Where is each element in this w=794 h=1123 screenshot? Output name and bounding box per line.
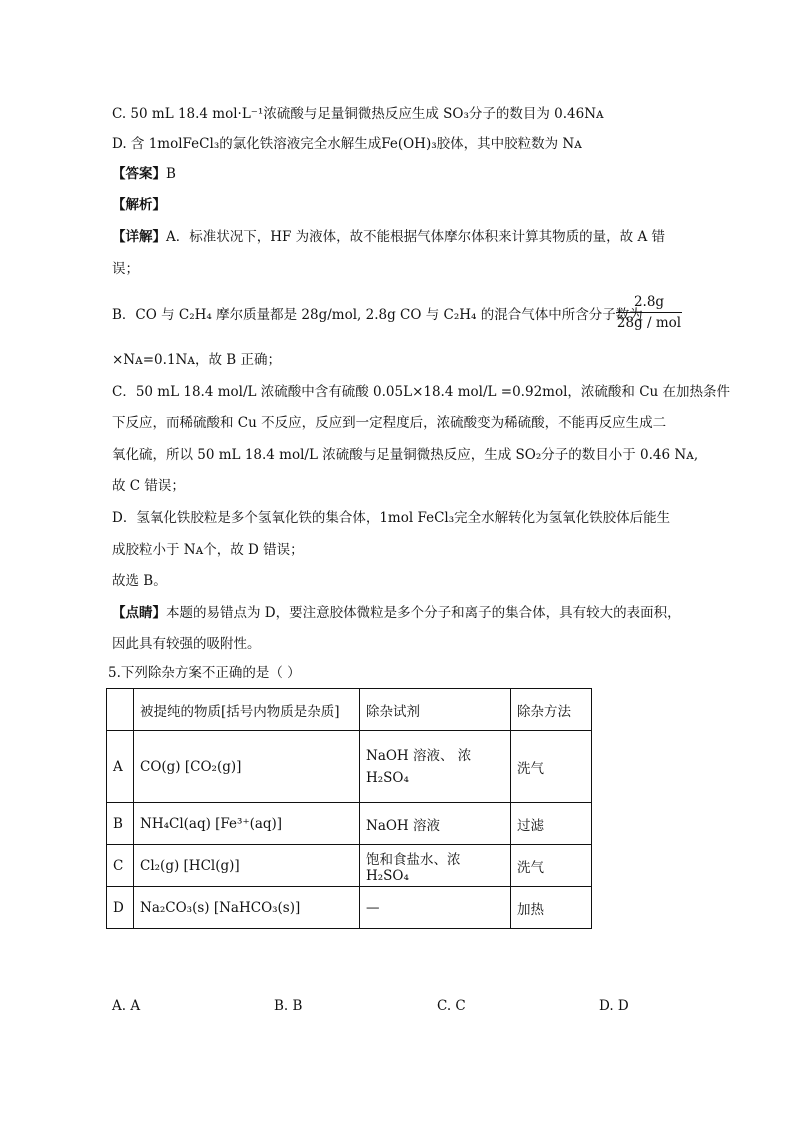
detail-a-text-1: A．标准状况下，HF 为液体，故不能根据气体摩尔体积来计算其物质的量，故 A 错 [166,229,666,245]
conclusion-line: 故选 B。 [112,573,167,589]
detail-d-line-2: 成胶粒小于 Nᴀ个，故 D 错误； [112,542,304,558]
detail-label: 【详解】 [112,229,166,245]
row-label: C [107,845,134,887]
option-d-text: D. 含 1molFeCl₃的氯化铁溶液完全水解生成Fe(OH)₃胶体，其中胶粒数为 Nᴀ [112,136,582,152]
row-reagent: — [360,887,511,929]
row-substance: Na₂CO₃(s) [NaHCO₃(s)] [134,887,360,929]
detail-c-line-2: 下反应，而稀硫酸和 Cu 不反应，反应到一定程度后，浓硫酸变为稀硫酸，不能再反应生成二 [112,415,667,431]
header-cell-reagent: 除杂试剂 [360,689,511,731]
note-text-1: 本题的易错点为 D，要注意胶体微粒是多个分子和离子的集合体，具有较大的表面积， [166,605,681,621]
purification-table [106,688,592,929]
table-row [107,845,592,887]
table-row [107,887,592,929]
row-reagent-line-2: H₂SO₄ [366,769,409,786]
row-reagent: 饱和食盐水、浓 H₂SO₄ [360,845,511,887]
row-method: 洗气 [511,845,592,887]
detail-c-line-1: C．50 mL 18.4 mol/L 浓硫酸中含有硫酸 0.05L×18.4 mol/L =0.92mol，浓硫酸和 Cu 在加热条件 [112,384,731,400]
row-substance: CO(g) [CO₂(g)] [134,731,360,803]
table-row [107,803,592,845]
note-line-2: 因此具有较强的吸附性。 [112,636,261,652]
row-method: 过滤 [511,803,592,845]
row-reagent: NaOH 溶液 [360,803,511,845]
answer-value: B [166,166,176,182]
option-c-text: C. 50 mL 18.4 mol·L⁻¹浓硫酸与足量铜微热反应生成 SO₃分子的数目为 0.46Nᴀ [112,106,604,122]
header-cell-method: 除杂方法 [511,689,592,731]
detail-a-line-2: 误； [112,261,139,277]
row-substance: NH₄Cl(aq) [Fe³⁺(aq)] [134,803,360,845]
detail-c-line-3: 氧化硫，所以 50 mL 18.4 mol/L 浓硫酸与足量铜微热反应，生成 SO₂分子的数目小于 0.46 Nᴀ, [112,447,699,463]
row-substance: Cl₂(g) [HCl(g)] [134,845,360,887]
fraction-bar [616,312,682,313]
note-line-1 [112,603,681,623]
row-label: D [107,887,134,929]
fraction-denominator: 28g / mol [616,315,682,331]
detail-d-line-1: D．氢氧化铁胶粒是多个氢氧化铁的集合体，1mol FeCl₃完全水解转化为氢氧化铁胶体后能生 [112,510,671,526]
row-method: 洗气 [511,731,592,803]
row-reagent-line-1: NaOH 溶液、 浓 [366,747,472,764]
detail-a-line-1 [112,227,665,247]
row-label: A [107,731,134,803]
answer-line [112,164,176,184]
detail-b-line-1: B．CO 与 C₂H₄ 摩尔质量都是 28g/mol, 2.8g CO 与 C₂H₄ 的混合气体中所含分子数为 [112,307,643,323]
detail-b-line-2: ×Nᴀ=0.1Nᴀ，故 B 正确； [112,352,281,368]
table-header-row [107,689,592,731]
analysis-label [112,195,166,215]
fraction-numerator: 2.8g [633,294,665,310]
molar-fraction [616,293,682,332]
row-label: B [107,803,134,845]
option-b[interactable]: B. B [274,998,303,1014]
row-method: 加热 [511,887,592,929]
note-label: 【点睛】 [112,605,166,621]
analysis-label-text: 【解析】 [112,197,166,213]
answer-label: 【答案】 [112,166,166,182]
option-c[interactable]: C. C [437,998,466,1014]
option-a[interactable]: A. A [112,998,141,1014]
header-cell-substance: 被提纯的物质[括号内物质是杂质] [134,689,360,731]
header-cell-blank [107,689,134,731]
option-d[interactable]: D. D [599,998,629,1014]
row-reagent [360,731,511,803]
table-row [107,731,592,803]
detail-c-line-4: 故 C 错误； [112,478,185,494]
question-5-stem: 5.下列除杂方案不正确的是（ ） [108,665,301,681]
